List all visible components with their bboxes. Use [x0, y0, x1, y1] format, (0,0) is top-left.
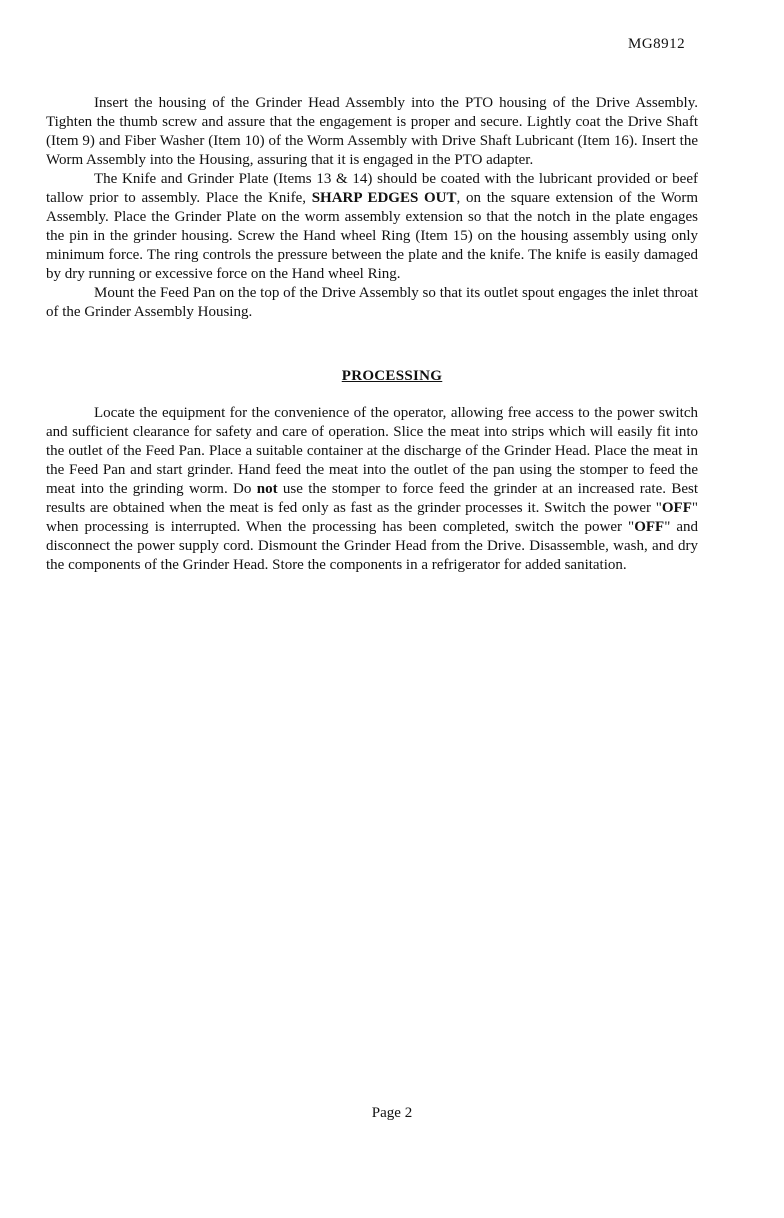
not-emphasis: not — [256, 481, 278, 497]
paragraph-processing — [46, 404, 698, 575]
processing-text-1: Locate the equipment for the convenience of the operator, allowing free access to the power switch and sufficient clearance for safety and care of operation. Slice the meat into strips which will easily fit into the outlet of the Feed Pan. Place a suitable container at the discharge of the Grinder Head. Place the meat in the Feed Pan and start grinder. Hand feed the meat into the outlet of the pan using the stomper to feed the meat into the grinding worm. Do — [46, 405, 698, 497]
processing-text-4: " and disconnect the power supply cord. Dismount the Grinder Head from the Drive. Disassemble, wash, and dry the components of the Grinder Head. Store the components in a refrigerator for added sanitation. — [46, 519, 698, 573]
knife-text-end: , on the square extension of the Worm Assembly. Place the Grinder Plate on the worm assembly extension so that the notch in the plate engages the pin in the grinder housing. Screw the Hand wheel Ring (Item 15) on the housing assembly using only minimum force. The ring controls the pressure between the plate and the knife. The knife is easily damaged by dry running or excessive force on the Hand wheel Ring. — [46, 190, 698, 282]
processing-heading: PROCESSING — [341, 368, 443, 384]
paragraph-knife-and-plate — [46, 170, 698, 284]
processing-instructions — [46, 404, 698, 575]
paragraph-feed-pan: Mount the Feed Pan on the top of the Drive Assembly so that its outlet spout engages the inlet throat of the Grinder Assembly Housing. — [46, 285, 698, 320]
paragraph-grinder-head-insertion: Insert the housing of the Grinder Head Assembly into the PTO housing of the Drive Assembly. Tighten the thumb screw and assure that the engagement is proper and secure. Lightly coat the Drive Shaft (Item 9) and Fiber Washer (Item 10) of the Worm Assembly with Drive Shaft Lubricant (Item 16). Insert the Worm Assembly into the Housing, assuring that it is engaged in the PTO adapter. — [46, 95, 698, 168]
assembly-instructions — [46, 94, 698, 322]
processing-text-2: use the stomper to force feed the grinder at an increased rate. Best results are obtained when the meat is fed only as fast as the grinder processes it. Switch the power " — [46, 481, 698, 516]
processing-text-3: " when processing is interrupted. When the processing has been completed, switch the power " — [46, 500, 698, 535]
sharp-edges-out-emphasis: SHARP EDGES OUT — [311, 190, 457, 206]
document-id: MG8912 — [628, 36, 686, 52]
off-emphasis-2: OFF — [634, 519, 665, 535]
page-number: Page 2 — [371, 1105, 413, 1121]
off-emphasis-1: OFF — [661, 500, 692, 516]
knife-text-start: The Knife and Grinder Plate (Items 13 & 14) should be coated with the lubricant provided or beef tallow prior to assembly. Place the Knife, — [46, 171, 698, 206]
